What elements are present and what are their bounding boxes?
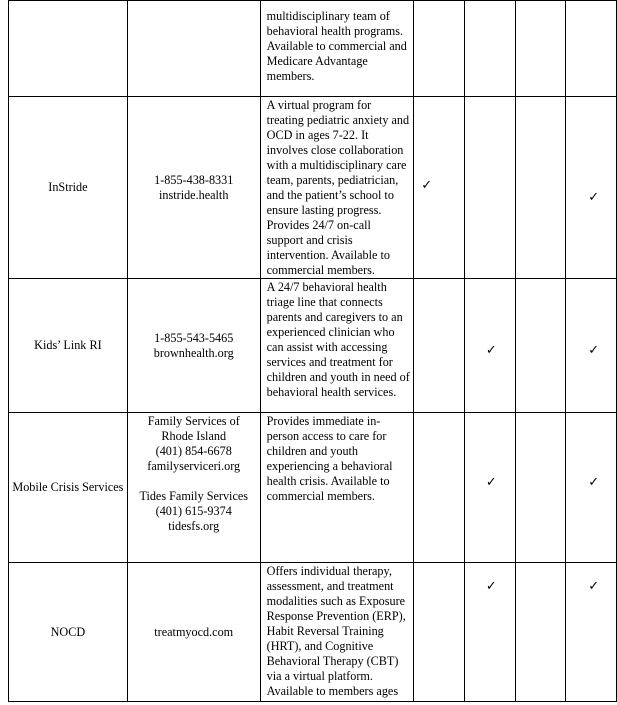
description-text: A virtual program for treating pediatric anxiety and OCD in ages 7-22. It involves close collaboration with a multidisciplinary care team, parents, pediatrician, and the patient’s school to ensure lasting progress. Provides 24/7 on-call support and crisis intervention. Available to commercial members. [266,98,410,277]
table-row [9,279,617,413]
check-cell [464,563,516,702]
table-row [9,1,617,97]
contact-cell [127,413,260,563]
checkmark-icon: ✓ [485,579,497,594]
description-cell [260,563,414,702]
check-cell [464,1,516,97]
contact-cell [127,279,260,413]
organization-name: Family Services of [147,414,240,428]
table-row [9,563,617,702]
website: treatmyocd.com [154,624,234,639]
check-cell [414,1,465,97]
program-name: NOCD [9,563,128,702]
contact-cell [127,1,260,97]
check-cell [464,97,516,279]
phone-number: (401) 615-9374 [155,504,232,518]
check-cell [566,563,617,702]
check-cell [566,413,617,563]
checkmark-icon: ✓ [588,475,600,490]
checkmark-icon: ✓ [485,343,497,358]
check-cell [516,413,566,563]
program-name: InStride [9,97,128,279]
checkmark-icon: ✓ [588,343,600,358]
website: brownhealth.org [153,345,234,360]
description-text: A 24/7 behavioral health triage line that connects parents and caregivers to an experienced clinician who can assist with accessing services and treatment for children and youth in need of behavioral health services. [266,280,410,399]
description-text: Offers individual therapy, assessment, and treatment modalities such as Exposure Response Prevention (ERP), Habit Reversal Training (HRT), and Cognitive Behavioral Therapy (CBT) via a virtual platform. Available to members ages [266,564,406,698]
check-cell [414,413,465,563]
check-cell [516,97,566,279]
phone-number: 1-855-543-5465 [154,330,234,345]
phone-number: 1-855-438-8331 [154,172,234,187]
description-cell [260,97,414,279]
program-cell [9,1,128,97]
description-cell [260,279,414,413]
description-cell [260,413,414,563]
phone-number: (401) 854-6678 [155,444,232,458]
check-cell [464,279,516,413]
check-cell [414,279,465,413]
programs-table [8,0,617,702]
contact-cell [127,97,260,279]
checkmark-icon: ✓ [421,178,433,193]
table-row [9,97,617,279]
check-cell [414,563,465,702]
description-text: Provides immediate in-person access to care for children and youth experiencing a behavioral health crisis. Available to commercial members. [266,414,393,503]
website: instride.health [159,187,229,202]
website: tidesfs.org [168,519,220,533]
spacer [128,474,260,489]
table-row [9,413,617,563]
check-cell [516,1,566,97]
contact-cell [127,563,260,702]
check-cell [516,563,566,702]
check-cell [414,97,465,279]
organization-name: Rhode Island [161,429,227,443]
checkmark-icon: ✓ [588,579,600,594]
check-cell [516,279,566,413]
description-cell [260,1,414,97]
checkmark-icon: ✓ [588,190,600,205]
check-cell [566,97,617,279]
description-text: multidisciplinary team of behavioral health programs. Available to commercial and Medicare Advantage members. [266,9,407,83]
program-name: Kids’ Link RI [9,279,128,413]
check-cell [464,413,516,563]
program-name: Mobile Crisis Services [9,413,128,563]
check-cell [566,1,617,97]
checkmark-icon: ✓ [485,475,497,490]
check-cell [566,279,617,413]
organization-name: Tides Family Services [139,489,248,503]
website: familyserviceri.org [147,459,241,473]
